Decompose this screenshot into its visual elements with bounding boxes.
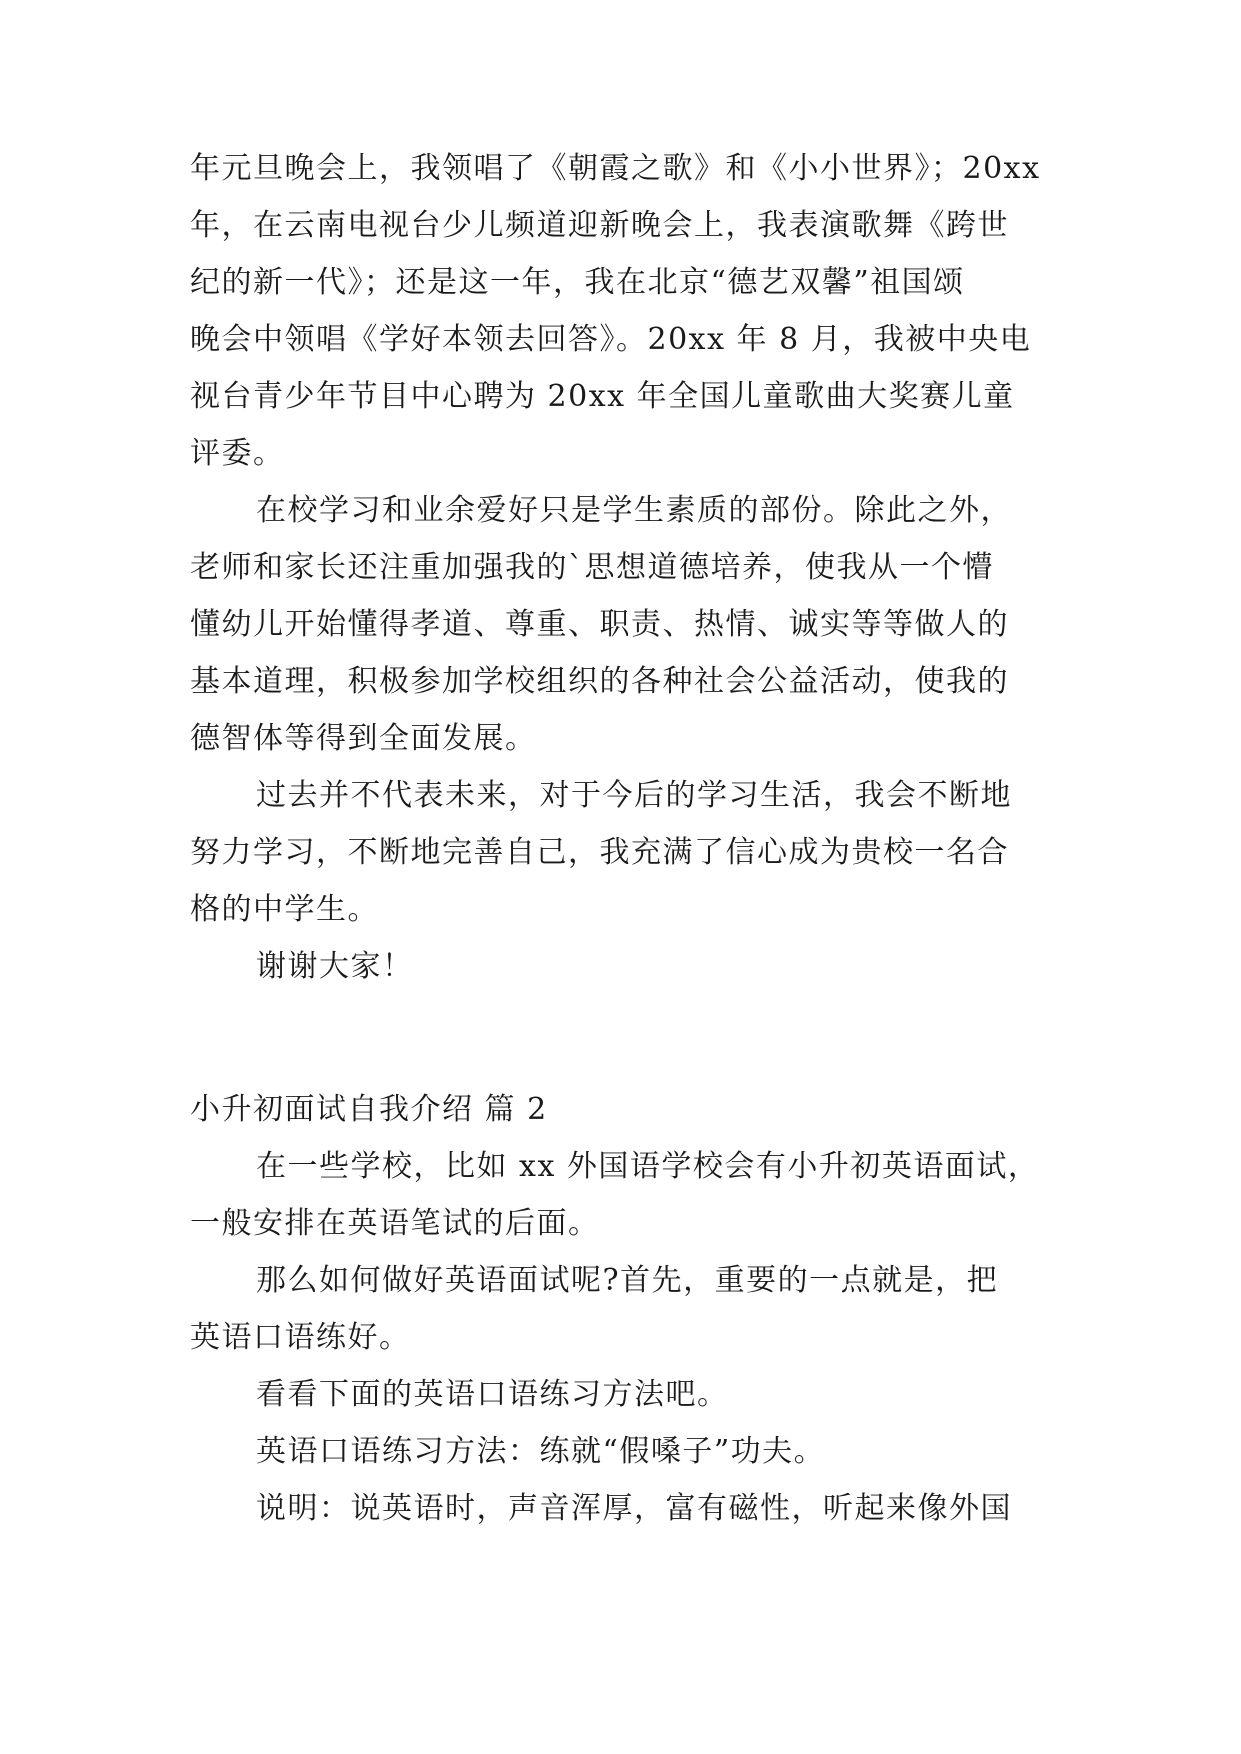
text-line: 基本道理，积极参加学校组织的各种社会公益活动，使我的 [190, 664, 1009, 699]
text-line: 说明：说英语时，声音浑厚，富有磁性，听起来像外国 [256, 1491, 1012, 1526]
text-line: 格的中学生。 [190, 892, 379, 927]
text-line: 谢谢大家！ [256, 949, 414, 984]
text-line: 评委。 [190, 436, 285, 471]
section-heading: 小升初面试自我介绍 篇 2 [190, 1092, 548, 1127]
text-line: 英语口语练习方法：练就“假嗓子”功夫。 [256, 1434, 826, 1469]
text-line: 懂幼儿开始懂得孝道、尊重、职责、热情、诚实等等做人的 [190, 607, 1009, 642]
text-line: 老师和家长还注重加强我的`思想道德培养，使我从一个懵 [190, 550, 994, 585]
text-line: 过去并不代表未来，对于今后的学习生活，我会不断地 [256, 778, 1012, 813]
text-line: 年元旦晚会上，我领唱了《朝霞之歌》和《小小世界》；20xx [190, 151, 1041, 186]
text-line: 在一些学校，比如 xx 外国语学校会有小升初英语面试， [256, 1149, 1040, 1184]
text-line: 努力学习，不断地完善自己，我充满了信心成为贵校一名合 [190, 835, 1009, 870]
text-line: 德智体等得到全面发展。 [190, 721, 537, 756]
text-line: 纪的新一代》；还是这一年，我在北京“德艺双馨”祖国颂 [190, 265, 965, 300]
text-line: 视台青少年节目中心聘为 20xx 年全国儿童歌曲大奖赛儿童 [190, 379, 1015, 414]
text-line: 一般安排在英语笔试的后面。 [190, 1206, 600, 1241]
text-line: 在校学习和业余爱好只是学生素质的部份。除此之外， [256, 493, 1012, 528]
text-line: 英语口语练好。 [190, 1320, 411, 1355]
text-line: 晚会中领唱《学好本领去回答》。20xx 年 8 月，我被中央电 [190, 322, 1032, 357]
text-line: 看看下面的英语口语练习方法吧。 [256, 1377, 729, 1412]
text-line: 年，在云南电视台少儿频道迎新晚会上，我表演歌舞《跨世 [190, 208, 1009, 243]
text-line: 那么如何做好英语面试呢?首先，重要的一点就是，把 [256, 1263, 999, 1298]
